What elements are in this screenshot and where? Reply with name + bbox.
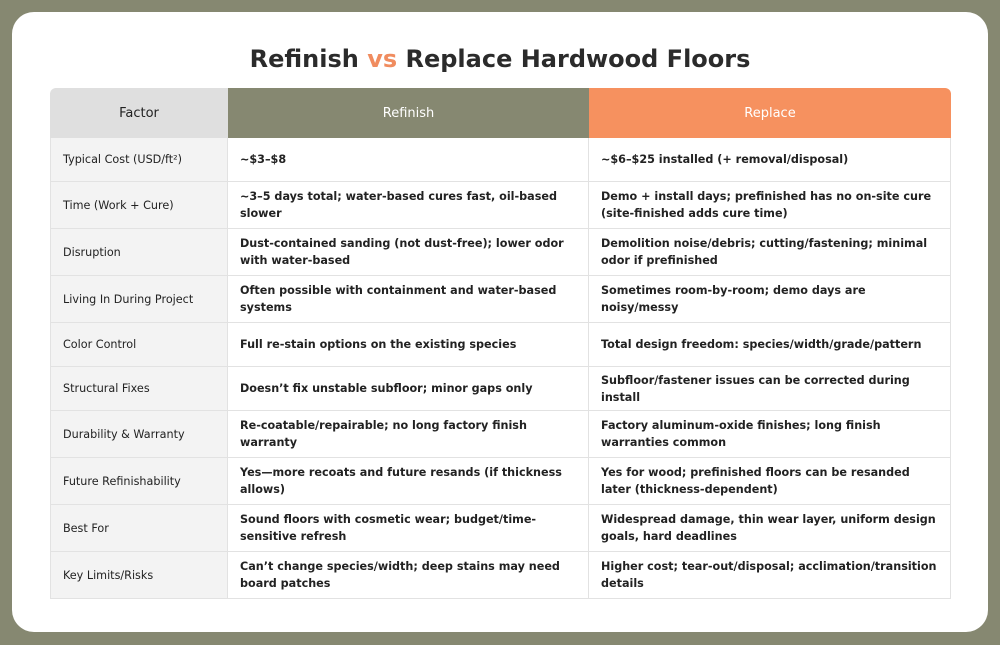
cell-factor: Typical Cost (USD/ft²)	[50, 138, 228, 182]
cell-factor: Time (Work + Cure)	[50, 182, 228, 229]
cell-refinish: Full re-stain options on the existing species	[228, 323, 589, 367]
cell-replace: Yes for wood; prefinished floors can be resanded later (thickness-dependent)	[589, 458, 951, 505]
title-replace: Replace Hardwood Floors	[405, 45, 751, 73]
cell-refinish: Yes—more recoats and future resands (if thickness allows)	[228, 458, 589, 505]
header-factor: Factor	[50, 88, 228, 138]
cell-factor: Living In During Project	[50, 276, 228, 323]
cell-refinish: Re-coatable/repairable; no long factory finish warranty	[228, 411, 589, 458]
page-title	[12, 45, 988, 73]
cell-replace: Factory aluminum-oxide finishes; long finish warranties common	[589, 411, 951, 458]
cell-replace: Total design freedom: species/width/grade/pattern	[589, 323, 951, 367]
cell-replace: Widespread damage, thin wear layer, uniform design goals, hard deadlines	[589, 505, 951, 552]
table-body	[50, 138, 951, 599]
table-row	[50, 276, 951, 323]
cell-replace: Higher cost; tear-out/disposal; acclimation/transition details	[589, 552, 951, 599]
title-vs: vs	[367, 45, 398, 73]
cell-replace: ~$6–$25 installed (+ removal/disposal)	[589, 138, 951, 182]
cell-refinish: Sound floors with cosmetic wear; budget/time-sensitive refresh	[228, 505, 589, 552]
cell-refinish: ~3–5 days total; water-based cures fast, oil-based slower	[228, 182, 589, 229]
table-row	[50, 411, 951, 458]
cell-refinish: Can’t change species/width; deep stains may need board patches	[228, 552, 589, 599]
title-refinish: Refinish	[249, 45, 359, 73]
header-refinish: Refinish	[228, 88, 589, 138]
table-row	[50, 552, 951, 599]
comparison-card	[12, 12, 988, 632]
cell-factor: Key Limits/Risks	[50, 552, 228, 599]
cell-refinish: Often possible with containment and water-based systems	[228, 276, 589, 323]
cell-factor: Best For	[50, 505, 228, 552]
table-row	[50, 138, 951, 182]
cell-refinish: ~$3–$8	[228, 138, 589, 182]
table-row	[50, 182, 951, 229]
cell-factor: Color Control	[50, 323, 228, 367]
table-header-row	[50, 88, 951, 138]
cell-replace: Subfloor/fastener issues can be corrected during install	[589, 367, 951, 411]
table-row	[50, 505, 951, 552]
cell-replace: Sometimes room-by-room; demo days are noisy/messy	[589, 276, 951, 323]
table-row	[50, 367, 951, 411]
cell-refinish: Doesn’t fix unstable subfloor; minor gaps only	[228, 367, 589, 411]
table-row	[50, 458, 951, 505]
cell-factor: Future Refinishability	[50, 458, 228, 505]
cell-factor: Structural Fixes	[50, 367, 228, 411]
cell-replace: Demo + install days; prefinished has no on-site cure (site-finished adds cure time)	[589, 182, 951, 229]
cell-replace: Demolition noise/debris; cutting/fastening; minimal odor if prefinished	[589, 229, 951, 276]
table-row	[50, 323, 951, 367]
cell-factor: Disruption	[50, 229, 228, 276]
cell-refinish: Dust-contained sanding (not dust-free); lower odor with water-based	[228, 229, 589, 276]
cell-factor: Durability & Warranty	[50, 411, 228, 458]
table-row	[50, 229, 951, 276]
comparison-table	[50, 88, 951, 599]
header-replace: Replace	[589, 88, 951, 138]
